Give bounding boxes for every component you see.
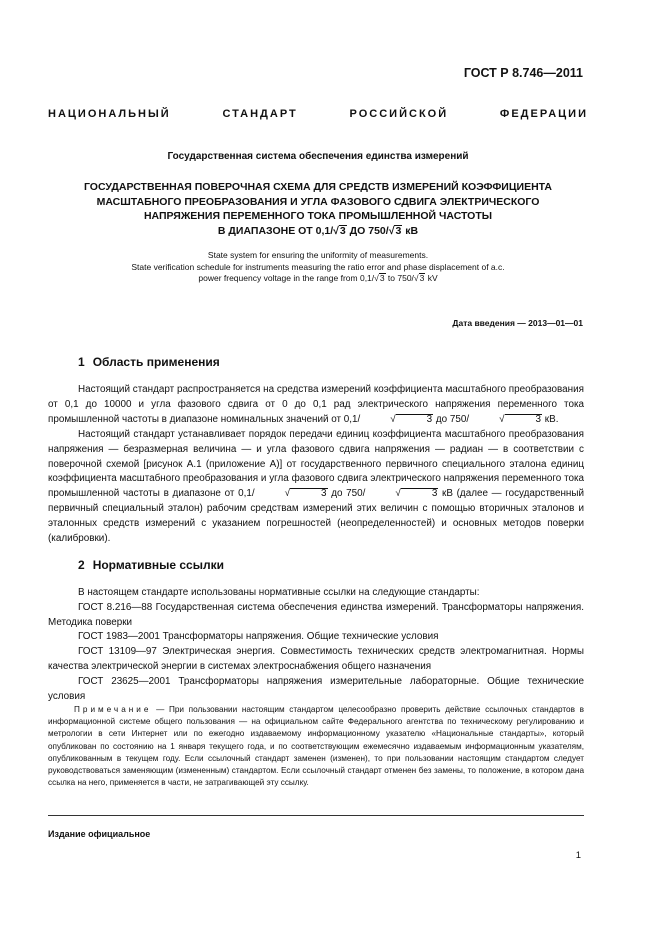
sqrt-symbol: √3 [374,273,385,283]
sqrt-symbol: √ 3 [284,488,327,500]
sqrt-symbol: √3 [413,273,425,283]
english-title [60,250,576,285]
note-text: — При пользовании настоящим стандартом целесообразно проверить действие ссылочных стандартов в информационной системе общего пользования — на официальном сайте Федерального агентства по техническому регулированию и метрологии в сети Интернет или по ежегодно издаваемому информационному указателю «Национальные стандарты», который опубликован по состоянию на 1 января текущего года, и по соответствующим ежемесячно издаваемым информационным указателям, опубликованным в текущем году. Если ссылочный стандарт заменен (изменен), то при пользовании настоящим стандартом следует руководствоваться заменяющим (измененным) стандартом. Если ссылочный стандарт отменен без замены, то положение, в котором дана ссылка на него, применяется в части, не затрагивающей эту ссылку. [48,705,584,788]
document-code: ГОСТ Р 8.746—2011 [463,66,583,80]
section-number: 1 [78,355,85,369]
footer-divider [48,815,584,816]
edition-label: Издание официальное [48,829,151,839]
section-number: 2 [78,558,85,572]
title-line-2: МАСШТАБНОГО ПРЕОБРАЗОВАНИЯ И УГЛА ФАЗОВОГО СДВИГА ЭЛЕКТРИЧЕСКОГО [96,195,540,208]
sqrt-symbol: √3 [333,224,346,237]
sqrt-symbol: √ 3 [395,488,438,500]
section-title: Область применения [92,355,220,369]
title-line-1: ГОСУДАРСТВЕННАЯ ПОВЕРОЧНАЯ СХЕМА ДЛЯ СРЕДСТВ ИЗМЕРЕНИЙ КОЭФФИЦИЕНТА [83,181,552,193]
note [48,704,584,789]
en-title-line-3: power frequency voltage in the range from 0,1/√3 to 750/√3 kV [198,273,438,283]
page-number: 1 [575,850,581,861]
en-title-line-1: State system for ensuring the uniformity of measurements. [207,250,429,260]
paragraph: Настоящий стандарт распространяется на средства измерений коэффициента масштабного преобразования от 0,1 до 10000 и угла фазового сдвига от 0 до 0,1 рад электрического напряжения переменного тока промышленной частоты в диапазоне номинальных значений от 0,1/ √ 3 до 750/ √ 3 кВ. [48,383,584,428]
note-label: Примечание [74,705,152,714]
en-title-line-2: State verification schedule for instruments measuring the ratio error and phase displacement of a.c. [131,261,505,272]
introduction-date: Дата введения — 2013—01—01 [452,318,583,328]
section-1-heading [78,355,220,369]
reference-item: ГОСТ 1983—2001 Трансформаторы напряжения. Общие технические условия [78,631,439,643]
section-2-body [48,586,584,704]
title-line-4-part-b: ДО 750/ [346,224,389,237]
title-line-4 [60,224,576,239]
standard-series: Государственная система обеспечения единства измерений [167,151,469,162]
paragraph: В настоящем стандарте использованы нормативные ссылки на следующие стандарты: [78,587,480,598]
reference-item: ГОСТ 23625—2001 Трансформаторы напряжения измерительные лабораторные. Общие технические условия [48,675,584,702]
title-line-4-part-c: кВ [402,224,419,237]
title-line-4-part-a: В ДИАПАЗОНЕ ОТ 0,1/ [217,224,334,237]
section-1-body [48,383,584,547]
document-title [60,180,576,238]
sqrt-symbol: √3 [388,224,402,237]
paragraph: Настоящий стандарт устанавливает порядок передачи единиц коэффициента масштабного преобразования напряжения — безразмерная величина — и угла фазового сдвига напряжения — радиан — в соответствии с поверочной схемой [рисунок А.1 (приложение А)] от государственного первичного специального эталона единиц коэффициента масштабного преобразования и угла фазового сдвига электрического напряжения переменного тока промышленной частоты в диапазоне от 0,1/ √ 3 до 750/ √ 3 кВ (далее — государственный первичный специальный эталон) рабочим средствам измерений этих величин с помощью вторичных эталонов и эталонных средств измерений с указанием погрешностей (неопределенностей) и основных методов поверки (калибровки). [48,428,584,545]
national-standard-banner: НАЦИОНАЛЬНЫЙ СТАНДАРТ РОССИЙСКОЙ ФЕДЕРАЦИИ [48,108,588,120]
reference-item: ГОСТ 8.216—88 Государственная система обеспечения единства измерений. Трансформаторы напряжения. Методика поверки [48,601,584,628]
section-title: Нормативные ссылки [92,558,224,572]
sqrt-symbol: √ 3 [390,413,433,425]
sqrt-symbol: √ 3 [499,413,542,425]
reference-item: ГОСТ 13109—97 Электрическая энергия. Совместимость технических средств электромагнитная. Нормы качества электрической энергии в системах электроснабжения общего назначения [48,646,584,672]
section-2-heading [78,558,224,572]
title-line-3: НАПРЯЖЕНИЯ ПЕРЕМЕННОГО ТОКА ПРОМЫШЛЕННОЙ ЧАСТОТЫ [143,210,493,222]
